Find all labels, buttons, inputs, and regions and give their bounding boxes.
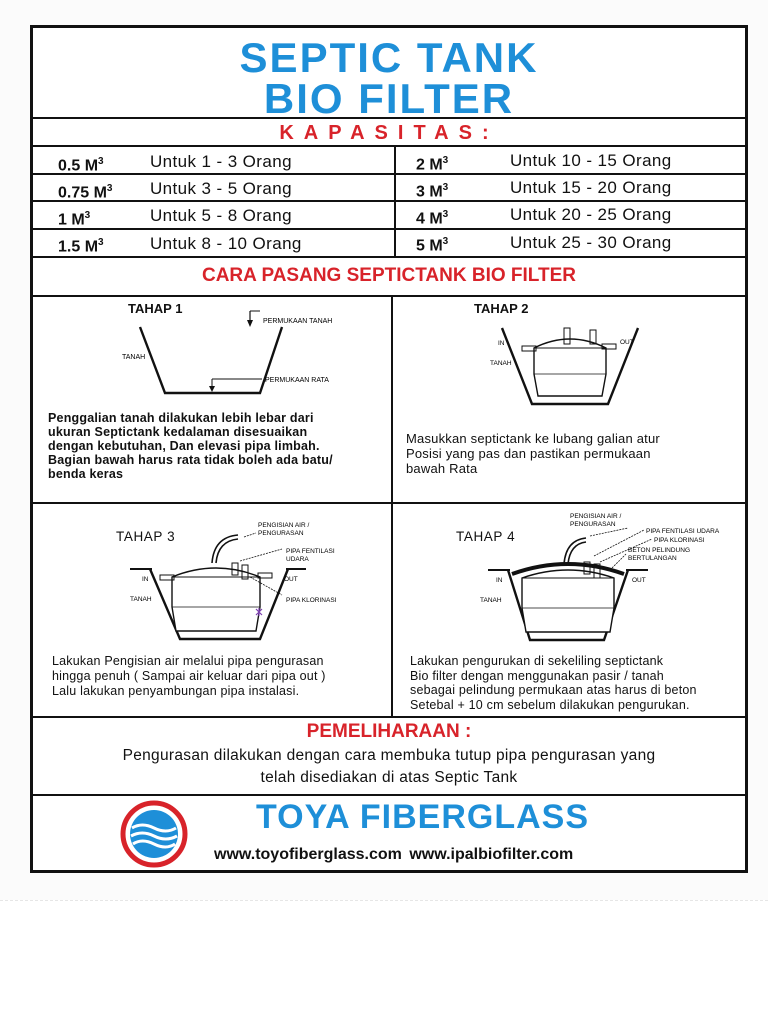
divider [33, 145, 745, 147]
step1-label: TANAH [122, 354, 146, 361]
step4-label: BETON PELINDUNG [628, 547, 691, 554]
step3-label: PIPA KLORINASI [286, 597, 337, 604]
step4-description: Lakukan pengurukan di sekeliling septictank Bio filter dengan menggunakan pasir / tanah sebagai pelindung permukaan atas harus di beton Setebal + 10 cm sebelum dilakukan pengurukan. [410, 654, 697, 712]
step4-label: BERTULANGAN [628, 555, 677, 562]
capacity-people: Untuk 20 - 25 Orang [510, 205, 672, 224]
website-link[interactable]: www.toyofiberglass.com [214, 846, 402, 863]
capacity-size: 5 $M^3$ [416, 236, 449, 255]
title-line-1: SEPTIC TANK [239, 34, 539, 81]
divider [33, 256, 745, 258]
step3-diagram [110, 515, 390, 645]
toya-wave-logo-icon [120, 800, 188, 868]
step2-description: Masukkan septictank ke lubang galian atur Posisi yang pas dan pastikan permukaan bawah Rata [406, 431, 660, 476]
capacity-people: Untuk 3 - 5 Orang [150, 179, 292, 198]
step3-label: PENGISIAN AIR / [258, 522, 310, 529]
capacity-heading: KAPASITAS: [279, 122, 499, 144]
capacity-size: 1.5 $M^3$ [58, 237, 104, 256]
website-link[interactable]: www.ipalbiofilter.com [409, 846, 574, 863]
divider [33, 794, 745, 796]
step4-label: TANAH [480, 597, 502, 604]
capacity-people: Untuk 25 - 30 Orang [510, 233, 672, 252]
step2-label: IN [498, 340, 505, 347]
divider [33, 173, 745, 175]
step4-label: PENGURASAN [570, 521, 616, 528]
install-heading: CARA PASANG SEPTICTANK BIO FILTER [201, 265, 577, 286]
step3-label: PENGURASAN [258, 530, 304, 537]
step3-label: PIPA FENTILASI [286, 548, 335, 555]
step2-label: OUT [620, 339, 634, 346]
divider [391, 295, 393, 716]
step3-label: UDARA [286, 556, 309, 563]
capacity-size: 0.75 $M^3$ [58, 183, 113, 202]
page-edge [0, 900, 768, 901]
title-line-2: BIO FILTER [263, 75, 515, 122]
step1-label: PERMUKAAN TANAH [263, 318, 333, 325]
step2-diagram [490, 320, 660, 410]
step4-label: PIPA FENTILASI UDARA [646, 528, 720, 535]
capacity-people: Untuk 1 - 3 Orang [150, 152, 292, 171]
step1-diagram [110, 305, 370, 405]
step4-title: TAHAP 4 [456, 529, 516, 544]
step4-diagram [472, 508, 744, 644]
capacity-people: Untuk 15 - 20 Orang [510, 178, 672, 197]
divider [394, 145, 396, 256]
divider [33, 295, 745, 297]
step4-label: IN [496, 577, 503, 584]
step2-title: TAHAP 2 [474, 301, 529, 316]
capacity-people: Untuk 5 - 8 Orang [150, 206, 292, 225]
capacity-size: 2 $M^3$ [416, 155, 449, 174]
step3-title: TAHAP 3 [116, 529, 176, 544]
divider [33, 716, 745, 718]
step2-label: TANAH [490, 360, 512, 367]
step3-description: Lakukan Pengisian air melalui pipa pengurasan hingga penuh ( Sampai air keluar dari pipa out ) Lalu lakukan penyambungan pipa instalasi. [52, 654, 326, 698]
divider [33, 502, 745, 504]
divider [33, 117, 745, 119]
step4-label: OUT [632, 577, 646, 584]
step3-label: OUT [284, 576, 298, 583]
step4-label: PENGISIAN AIR / [570, 513, 622, 520]
step4-label: PIPA KLORINASI [654, 537, 705, 544]
divider [33, 228, 745, 230]
brand-name: TOYA FIBERGLASS [256, 798, 590, 836]
capacity-size: 3 $M^3$ [416, 182, 449, 201]
capacity-size: 4 $M^3$ [416, 209, 449, 228]
step1-label: PERMUKAAN RATA [265, 377, 329, 384]
maintenance-heading: PEMELIHARAAN : [306, 721, 472, 742]
capacity-people: Untuk 8 - 10 Orang [150, 234, 302, 253]
capacity-size: 1 $M^3$ [58, 210, 91, 229]
step3-label: TANAH [130, 596, 152, 603]
maintenance-text: Pengurasan dilakukan dengan cara membuka tutup pipa pengurasan yang telah disediakan di atas Septic Tank [122, 747, 656, 786]
divider [33, 200, 745, 202]
capacity-size: 0.5 $M^3$ [58, 156, 104, 175]
websites [214, 846, 573, 864]
capacity-people: Untuk 10 - 15 Orang [510, 151, 672, 170]
step1-description: Penggalian tanah dilakukan lebih lebar dari ukuran Septictank kedalaman disesuaikan dengan kebutuhan, Dan elevasi pipa limbah. Bagian bawah harus rata tidak boleh ada batu/ benda keras [48, 411, 333, 481]
step3-label: IN [142, 576, 149, 583]
step1-title: TAHAP 1 [128, 301, 183, 316]
